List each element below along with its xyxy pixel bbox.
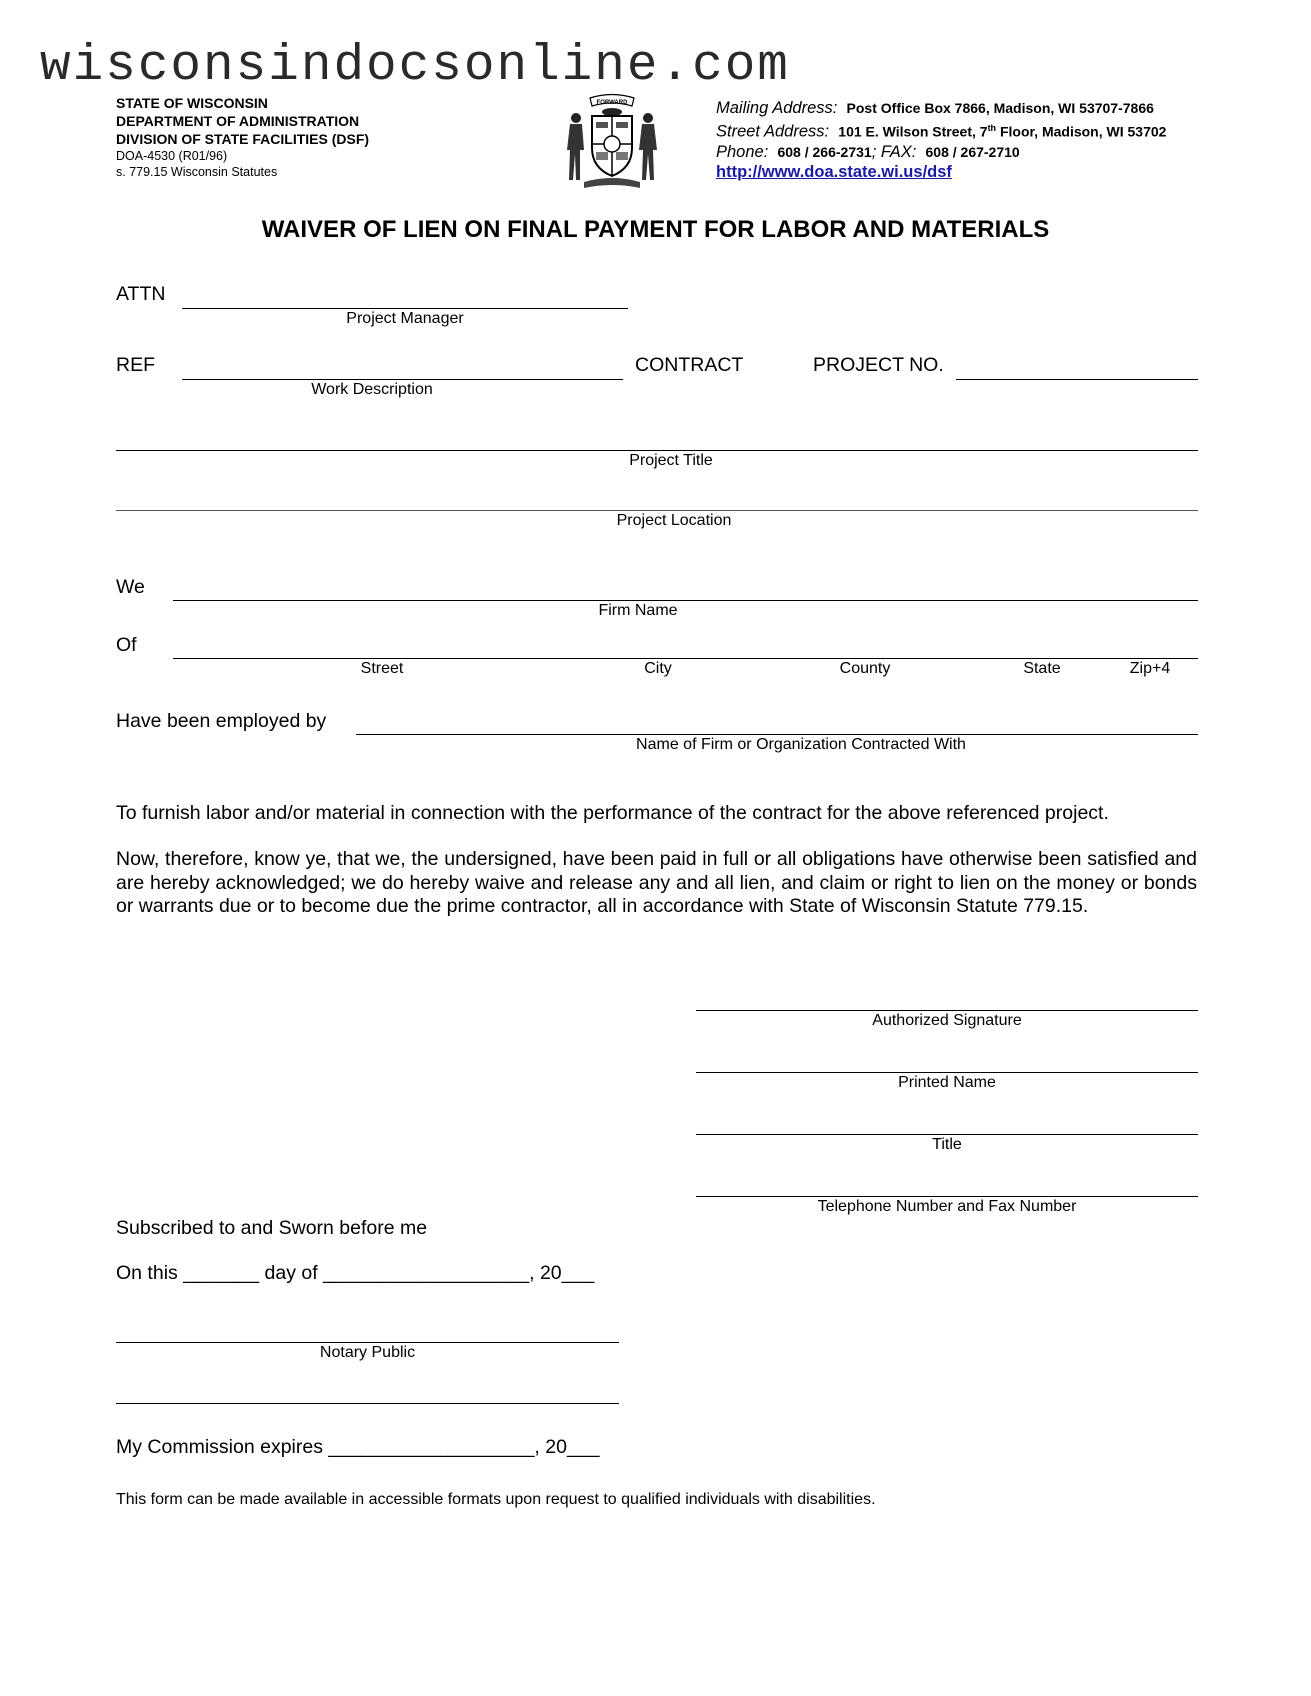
accessibility-footer: This form can be made available in accessible formats upon request to qualified individuals with disabilities. [116,1491,876,1508]
street-value-rest: Floor, Madison, WI 53702 [996,123,1167,140]
phone-fax: Phone: 608 / 266-2731; FAX: 608 / 267-2710 [716,142,1020,161]
street-ordinal: th [987,123,997,133]
county-caption: County [839,660,891,677]
agency-block [116,94,369,180]
city-caption: City [644,660,672,677]
body-paragraph-1: To furnish labor and/or material in connection with the performance of the contract for the above referenced project. [116,802,1109,824]
mailing-label: Mailing Address [716,99,833,117]
authorized-signature-caption: Authorized Signature [872,1012,1022,1029]
printed-name-line[interactable] [696,1072,1198,1073]
wisconsin-seal-icon [560,92,664,192]
body-paragraph-2: Now, therefore, know ye, that we, the undersigned, have been paid in full or all obligations have otherwise been satisfied and are hereby acknowledged; we do hereby waive and release any and all lien, and claim or right to lien on the money or bonds or warrants due or to become due the prime contractor, all in accordance with State of Wisconsin Statute 779.15. [116,848,1197,917]
phone-value: 608 / 266-2731 [777,143,872,160]
notary-public-line[interactable] [116,1342,619,1343]
watermark-text: wisconsindocsonline.com [40,38,790,95]
authorized-signature-line[interactable] [696,1010,1198,1011]
agency-division: DIVISION OF STATE FACILITIES (DSF) [116,131,370,147]
agency-state: STATE OF WISCONSIN [116,95,268,111]
zip-caption: Zip+4 [1129,660,1171,677]
project-no-label: PROJECT NO. [813,354,944,376]
attn-label: ATTN [116,283,166,305]
project-location-input-line[interactable] [116,510,1198,511]
project-title-caption: Project Title [629,452,713,469]
street-address: Street Address: 101 E. Wilson Street, 7th Floor, Madison, WI 53702 [716,122,1167,141]
seal-motto: FORWARD [596,100,628,106]
contracted-with-caption: Name of Firm or Organization Contracted With [636,736,966,753]
address-input-line[interactable] [173,658,1198,659]
notary-extra-line[interactable] [116,1403,619,1404]
dsf-website-link[interactable]: http://www.doa.state.wi.us/dsf [716,162,952,181]
state-caption: State [1023,660,1061,677]
of-label: Of [116,634,137,656]
title-caption: Title [932,1136,962,1153]
project-no-input-line[interactable] [956,379,1198,380]
fax-value: 608 / 267-2710 [925,143,1020,160]
mailing-address: Mailing Address: Post Office Box 7866, Madison, WI 53707-7866 [716,99,1154,117]
fax-label: FAX [880,142,912,161]
statute-reference: s. 779.15 Wisconsin Statutes [116,165,278,179]
firm-name-input-line[interactable] [173,600,1198,601]
contracted-with-input-line[interactable] [356,734,1198,735]
mailing-value: Post Office Box 7866, Madison, WI 53707-7866 [846,100,1154,116]
sworn-statement: Subscribed to and Sworn before me [116,1217,428,1239]
phone-label: Phone [716,142,764,161]
form-number: DOA-4530 (R01/96) [116,149,228,163]
title-line[interactable] [696,1134,1198,1135]
attn-input-line[interactable] [182,308,628,309]
street-value: 101 E. Wilson Street, 7 [838,123,988,140]
project-title-input-line[interactable] [116,450,1198,451]
address-block [716,98,1166,182]
phone-fax-line[interactable] [696,1196,1198,1197]
contract-label: CONTRACT [635,354,744,376]
street-label: Street Address [716,122,825,141]
printed-name-caption: Printed Name [898,1074,996,1091]
project-manager-caption: Project Manager [346,310,464,327]
street-caption: Street [360,660,404,677]
agency-department: DEPARTMENT OF ADMINISTRATION [116,113,360,129]
work-description-caption: Work Description [311,381,433,398]
firm-name-caption: Firm Name [598,602,678,619]
phone-fax-caption: Telephone Number and Fax Number [817,1198,1077,1215]
notary-public-caption: Notary Public [319,1344,416,1361]
ref-input-line[interactable] [182,379,623,380]
employed-by-label: Have been employed by [116,710,327,732]
we-label: We [116,576,145,598]
commission-expires-field[interactable]: My Commission expires ___________________, 20___ [116,1436,600,1458]
project-location-caption: Project Location [616,512,732,529]
on-this-day-field[interactable]: On this _______ day of ___________________, 20___ [116,1262,595,1284]
ref-label: REF [116,354,155,376]
form-title: WAIVER OF LIEN ON FINAL PAYMENT FOR LABOR AND MATERIALS [261,216,1050,243]
